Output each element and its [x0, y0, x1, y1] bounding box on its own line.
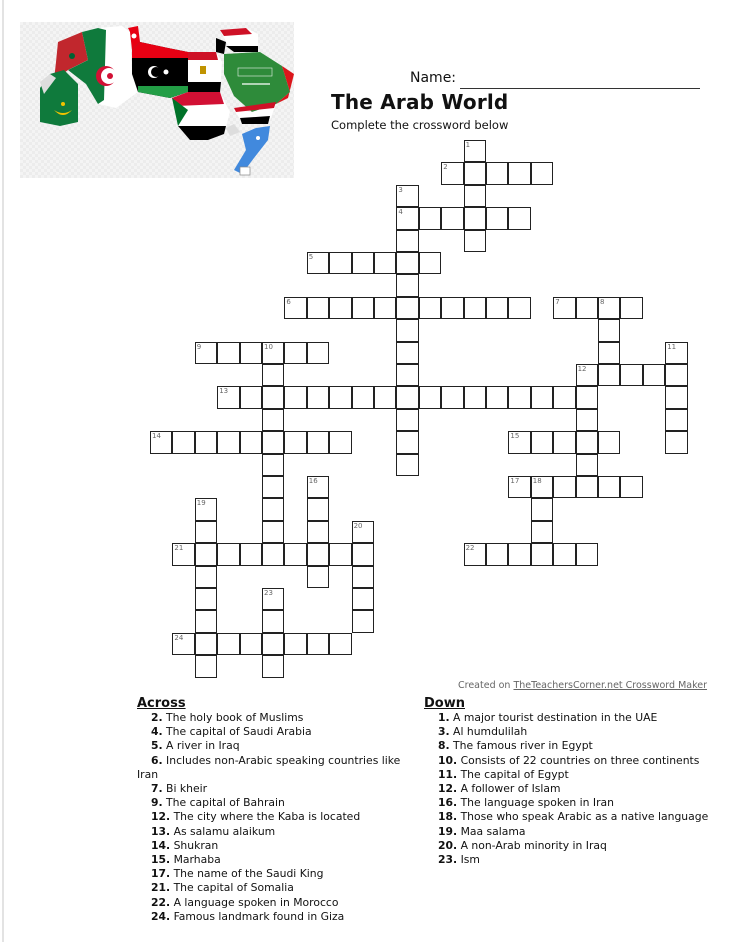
crossword-cell[interactable] — [576, 409, 598, 431]
clue-number: 12. — [151, 810, 171, 824]
crossword-cell[interactable] — [464, 140, 486, 162]
clue-number: 8 — [600, 297, 605, 306]
crossword-cell[interactable] — [419, 207, 441, 229]
crossword-cell[interactable] — [508, 431, 530, 453]
clue-number: 20. — [438, 838, 458, 852]
down-heading: Down — [424, 696, 465, 711]
clue-text: A language spoken in Morocco — [170, 895, 339, 909]
across-clue — [137, 867, 412, 881]
down-clue — [424, 796, 714, 810]
crossword-cell[interactable] — [396, 386, 418, 408]
across-clue — [137, 853, 412, 867]
clue-text: The language spoken in Iran — [457, 796, 615, 810]
clue-text: The famous river in Egypt — [449, 739, 593, 753]
crossword-cell[interactable] — [329, 297, 351, 319]
crossword-cell[interactable] — [441, 207, 463, 229]
crossword-cell[interactable] — [262, 476, 284, 498]
clue-text: As salamu alaikum — [170, 824, 276, 838]
crossword-cell[interactable] — [620, 364, 642, 386]
crossword-cell[interactable] — [464, 207, 486, 229]
clue-number: 22 — [465, 544, 475, 553]
crossword-cell[interactable] — [464, 543, 486, 565]
crossword-cell[interactable] — [665, 342, 687, 364]
crossword-cell[interactable] — [240, 342, 262, 364]
clue-text: Consists of 22 countries on three continents — [457, 753, 700, 767]
crossword-cell[interactable] — [598, 342, 620, 364]
crossword-cell[interactable] — [307, 498, 329, 520]
crossword-cell[interactable] — [464, 185, 486, 207]
crossword-cell[interactable] — [576, 454, 598, 476]
clue-text: The holy book of Muslims — [162, 711, 304, 724]
crossword-cell[interactable] — [598, 364, 620, 386]
crossword-cell[interactable] — [665, 386, 687, 408]
clue-number: 13. — [151, 824, 171, 838]
clue-text: Bi kheir — [162, 782, 208, 796]
crossword-cell[interactable] — [531, 386, 553, 408]
crossword-cell[interactable] — [665, 409, 687, 431]
clue-number: 3 — [398, 185, 403, 194]
crossword-cell[interactable] — [352, 566, 374, 588]
across-clue — [137, 881, 412, 895]
crossword-cell[interactable] — [553, 543, 575, 565]
crossword-cell[interactable] — [307, 566, 329, 588]
crossword-cell[interactable] — [576, 297, 598, 319]
crossword-cell[interactable] — [508, 476, 530, 498]
clue-number: 10. — [438, 753, 458, 767]
crossword-cell[interactable] — [441, 297, 463, 319]
clue-number: 21 — [174, 544, 184, 553]
crossword-cell[interactable] — [262, 364, 284, 386]
crossword-cell[interactable] — [396, 185, 418, 207]
clue-number: 14 — [152, 432, 161, 441]
crossword-cell[interactable] — [441, 386, 463, 408]
crossword-cell[interactable] — [262, 655, 284, 677]
crossword-cell[interactable] — [284, 431, 306, 453]
crossword-cell[interactable] — [284, 633, 306, 655]
clue-number: 2. — [151, 711, 163, 724]
crossword-cell[interactable] — [329, 386, 351, 408]
crossword-cell[interactable] — [396, 230, 418, 252]
clue-number: 23. — [438, 853, 458, 867]
crossword-cell[interactable] — [643, 364, 665, 386]
crossword-cell[interactable] — [262, 610, 284, 632]
crossword-cell[interactable] — [419, 297, 441, 319]
crossword-cell[interactable] — [195, 342, 217, 364]
crossword-cell[interactable] — [352, 297, 374, 319]
crossword-cell[interactable] — [396, 207, 418, 229]
name-label: Name: — [410, 70, 457, 86]
crossword-cell[interactable] — [307, 543, 329, 565]
down-clue — [424, 810, 714, 824]
clue-number: 9 — [196, 342, 202, 351]
crossword-cell[interactable] — [553, 476, 575, 498]
clue-text: Those who speak Arabic as a native language — [457, 810, 709, 824]
crossword-cell[interactable] — [329, 633, 351, 655]
clue-number: 12 — [577, 365, 587, 373]
clue-number: 17 — [510, 477, 520, 485]
crossword-cell[interactable] — [531, 543, 553, 565]
crossword-cell[interactable] — [172, 633, 194, 655]
across-clue — [137, 725, 412, 739]
crossword-cell[interactable] — [576, 476, 598, 498]
clue-text: The name of the Saudi King — [170, 867, 324, 881]
clue-number: 20 — [353, 521, 363, 530]
crossword-cell[interactable] — [352, 521, 374, 543]
down-clue — [424, 754, 714, 768]
across-heading: Across — [137, 696, 186, 711]
crossword-cell[interactable] — [598, 297, 620, 319]
crossword-cell[interactable] — [262, 342, 284, 364]
crossword-cell[interactable] — [262, 498, 284, 520]
crossword-cell[interactable] — [531, 498, 553, 520]
clue-text: The capital of Bahrain — [162, 796, 285, 810]
clue-text: Includes non-Arabic speaking countries like Iran — [137, 753, 401, 781]
crossword-cell[interactable] — [195, 543, 217, 565]
clue-number: 8. — [438, 739, 450, 753]
crossword-cell[interactable] — [262, 633, 284, 655]
page-title: The Arab World — [331, 90, 509, 114]
crossword-cell[interactable] — [195, 588, 217, 610]
across-clue — [137, 754, 412, 782]
crossword-cell[interactable] — [576, 543, 598, 565]
crossword-cell[interactable] — [240, 386, 262, 408]
crossword-cell[interactable] — [307, 386, 329, 408]
crossword-cell[interactable] — [508, 207, 530, 229]
clue-text: Shukran — [170, 838, 219, 852]
crossword-cell[interactable] — [396, 431, 418, 453]
crossword-cell[interactable] — [195, 498, 217, 520]
crossword-cell[interactable] — [665, 364, 687, 386]
clue-number: 4 — [398, 208, 403, 217]
clue-text: The capital of Somalia — [170, 881, 294, 895]
crossword-cell[interactable] — [620, 476, 642, 498]
clue-number: 18. — [438, 810, 458, 824]
crossword-cell[interactable] — [508, 297, 530, 319]
clue-number: 15 — [510, 432, 520, 441]
clue-number: 17. — [151, 867, 171, 881]
crossword-cell[interactable] — [553, 431, 575, 453]
crossword-cell[interactable] — [217, 543, 239, 565]
clue-text: A river in Iraq — [162, 739, 240, 753]
crossword-cell[interactable] — [419, 252, 441, 274]
crossword-cell[interactable] — [217, 386, 239, 408]
crossword-cell[interactable] — [172, 431, 194, 453]
down-clue — [424, 853, 714, 867]
clue-text: The city where the Kaba is located — [170, 810, 361, 824]
crossword-cell[interactable] — [352, 543, 374, 565]
crossword-cell[interactable] — [262, 454, 284, 476]
crossword-cell[interactable] — [508, 543, 530, 565]
crossword-cell[interactable] — [172, 543, 194, 565]
crossword-cell[interactable] — [374, 297, 396, 319]
crossword-cell[interactable] — [217, 633, 239, 655]
crossword-cell[interactable] — [486, 297, 508, 319]
clue-number: 16. — [438, 796, 458, 810]
clue-number: 24. — [151, 909, 171, 923]
crossword-cell[interactable] — [486, 386, 508, 408]
crossword-cell[interactable] — [531, 476, 553, 498]
across-clue — [137, 910, 412, 924]
crossword-cell[interactable] — [486, 162, 508, 184]
clue-text: Ism — [457, 853, 480, 867]
down-clue — [424, 739, 714, 753]
crossword-cell[interactable] — [262, 386, 284, 408]
crossword-cell[interactable] — [217, 342, 239, 364]
crossword-cell[interactable] — [508, 386, 530, 408]
crossword-cell[interactable] — [307, 431, 329, 453]
crossword-cell[interactable] — [195, 655, 217, 677]
crossword-cell[interactable] — [531, 162, 553, 184]
down-clue — [424, 825, 714, 839]
clue-text: Al humdulilah — [449, 725, 528, 739]
crossword-cell[interactable] — [396, 274, 418, 296]
clue-text: Marhaba — [170, 853, 221, 867]
crossword-cell[interactable] — [195, 633, 217, 655]
across-clue — [137, 711, 412, 725]
crossword-cell[interactable] — [553, 386, 575, 408]
crossword-cell[interactable] — [396, 454, 418, 476]
across-clues — [137, 696, 412, 924]
crossword-cell[interactable] — [374, 386, 396, 408]
clue-number: 15. — [151, 853, 171, 867]
crossword-cell[interactable] — [240, 543, 262, 565]
clue-number: 7 — [555, 297, 560, 306]
crossword-cell[interactable] — [598, 319, 620, 341]
clue-number: 19 — [196, 499, 206, 508]
crossword-cell[interactable] — [307, 521, 329, 543]
crossword-cell[interactable] — [598, 476, 620, 498]
crossword-cell[interactable] — [598, 431, 620, 453]
crossword-cell[interactable] — [329, 543, 351, 565]
clue-text: Famous landmark found in Giza — [170, 909, 345, 923]
crossword-cell[interactable] — [531, 521, 553, 543]
crossword-cell[interactable] — [352, 610, 374, 632]
credit-prefix: Created on — [458, 680, 514, 691]
crossword-cell[interactable] — [262, 543, 284, 565]
crossword-cell[interactable] — [620, 297, 642, 319]
clue-text: A non-Arab minority in Iraq — [457, 838, 607, 852]
credit-link[interactable]: TheTeachersCorner.net Crossword Maker — [513, 680, 708, 691]
crossword-cell[interactable] — [195, 521, 217, 543]
credit-line — [458, 680, 707, 691]
crossword-cell[interactable] — [441, 162, 463, 184]
down-clue-list — [424, 711, 714, 867]
crossword-cell[interactable] — [240, 431, 262, 453]
crossword-cell[interactable] — [195, 431, 217, 453]
clue-number: 4. — [151, 725, 163, 739]
clue-number: 13 — [219, 387, 229, 396]
crossword-cell[interactable] — [419, 386, 441, 408]
crossword-cell[interactable] — [486, 207, 508, 229]
crossword-cell[interactable] — [352, 386, 374, 408]
crossword-cell[interactable] — [665, 431, 687, 453]
across-clue-list — [137, 711, 412, 924]
down-clues — [424, 696, 714, 867]
crossword-cell[interactable] — [576, 386, 598, 408]
clue-number: 16 — [308, 477, 318, 485]
crossword-cell[interactable] — [217, 431, 239, 453]
down-clue — [424, 711, 714, 725]
across-clue — [137, 782, 412, 796]
down-clue — [424, 839, 714, 853]
across-clue — [137, 810, 412, 824]
crossword-cell[interactable] — [262, 409, 284, 431]
clue-number: 24 — [174, 633, 184, 642]
crossword-cell[interactable] — [262, 431, 284, 453]
crossword-cell[interactable] — [284, 386, 306, 408]
clue-number: 14. — [151, 838, 171, 852]
across-clue — [137, 796, 412, 810]
crossword-cell[interactable] — [307, 252, 329, 274]
across-clue — [137, 825, 412, 839]
clue-number: 11. — [438, 767, 458, 781]
crossword-cell[interactable] — [464, 297, 486, 319]
crossword-cell[interactable] — [464, 230, 486, 252]
crossword-cell[interactable] — [396, 364, 418, 386]
crossword-cell[interactable] — [284, 297, 306, 319]
crossword-cell[interactable] — [553, 297, 575, 319]
crossword-cell[interactable] — [396, 297, 418, 319]
crossword-cell[interactable] — [262, 521, 284, 543]
crossword-cell[interactable] — [508, 162, 530, 184]
crossword-cell[interactable] — [307, 633, 329, 655]
clue-number: 11 — [667, 342, 677, 351]
crossword-cell[interactable] — [307, 476, 329, 498]
clue-number: 5. — [151, 739, 163, 753]
crossword-cell[interactable] — [396, 319, 418, 341]
crossword-cell[interactable] — [240, 633, 262, 655]
crossword-cell[interactable] — [576, 431, 598, 453]
crossword-cell[interactable] — [374, 252, 396, 274]
crossword-cell[interactable] — [195, 566, 217, 588]
down-clue — [424, 782, 714, 796]
crossword-cell[interactable] — [576, 364, 598, 386]
down-clue — [424, 768, 714, 782]
crossword-cell[interactable] — [262, 588, 284, 610]
crossword-cell[interactable] — [396, 342, 418, 364]
clue-number: 19. — [438, 824, 458, 838]
crossword-cell[interactable] — [284, 543, 306, 565]
clue-number: 12. — [438, 782, 458, 796]
clue-number: 1. — [438, 711, 450, 724]
clue-number: 2 — [443, 163, 448, 172]
clue-text: A major tourist destination in the UAE — [449, 711, 658, 724]
clue-text: Maa salama — [457, 824, 526, 838]
clue-number: 5 — [308, 253, 314, 261]
clue-number: 10 — [264, 342, 273, 351]
crossword-cell[interactable] — [352, 588, 374, 610]
crossword-cell[interactable] — [531, 431, 553, 453]
clue-number: 18 — [532, 477, 542, 485]
clue-number: 1 — [465, 141, 471, 149]
clue-number: 23 — [264, 589, 273, 597]
crossword-cell[interactable] — [464, 162, 486, 184]
clue-number: 6. — [151, 753, 163, 767]
page-subtitle: Complete the crossword below — [331, 118, 509, 132]
crossword-cell[interactable] — [464, 386, 486, 408]
crossword-cell[interactable] — [352, 252, 374, 274]
clue-number: 7. — [151, 782, 163, 796]
clue-text: The capital of Saudi Arabia — [162, 725, 312, 739]
clue-text: The capital of Egypt — [457, 767, 569, 781]
crossword-cell[interactable] — [329, 431, 351, 453]
crossword-cell[interactable] — [329, 252, 351, 274]
down-clue — [424, 725, 714, 739]
crossword-cell[interactable] — [396, 409, 418, 431]
crossword-cell[interactable] — [307, 297, 329, 319]
crossword-cell[interactable] — [396, 252, 418, 274]
crossword-cell[interactable] — [486, 543, 508, 565]
clue-number: 9. — [151, 796, 163, 810]
clue-text: A follower of Islam — [457, 782, 561, 796]
clue-number: 6 — [286, 297, 291, 306]
across-clue — [137, 896, 412, 910]
clue-number: 21. — [151, 881, 171, 895]
crossword-cell[interactable] — [307, 342, 329, 364]
across-clue — [137, 839, 412, 853]
crossword-cell[interactable] — [284, 342, 306, 364]
clue-number: 22. — [151, 895, 171, 909]
across-clue — [137, 739, 412, 753]
crossword-cell[interactable] — [150, 431, 172, 453]
crossword-cell[interactable] — [195, 610, 217, 632]
clue-number: 3. — [438, 725, 450, 739]
